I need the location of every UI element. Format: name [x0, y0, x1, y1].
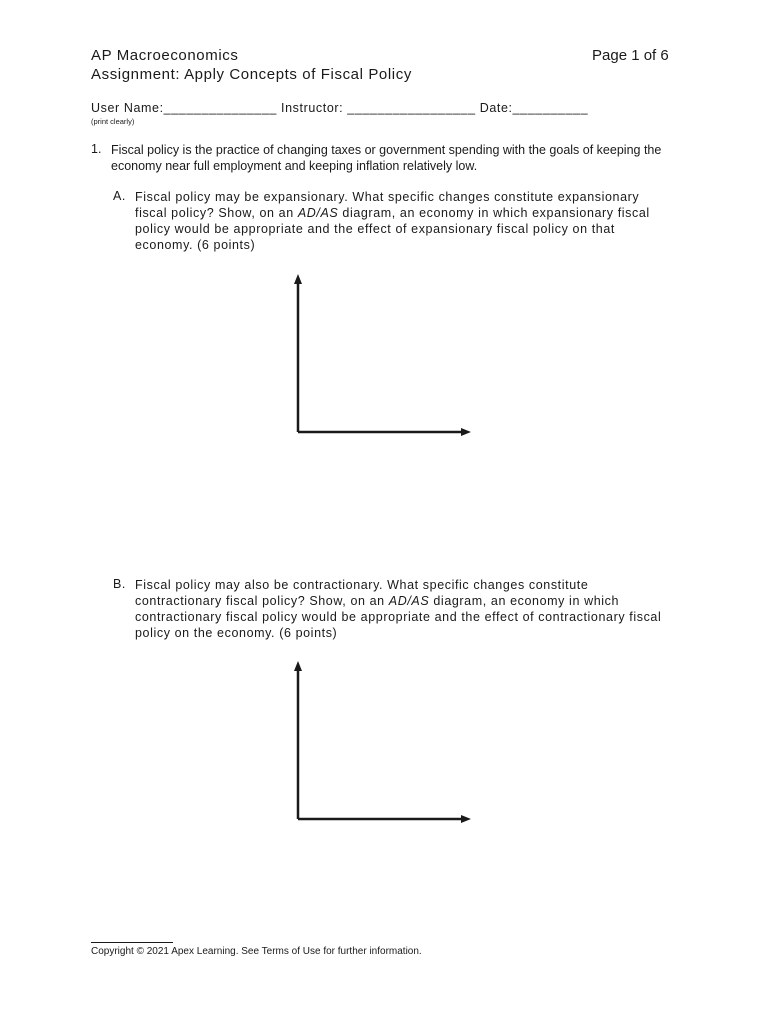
part-b-prompt — [135, 577, 675, 641]
part-b-text-before: Fiscal policy may also be contractionary. What specific changes constitute contractionary fiscal policy? Show, on an — [135, 578, 589, 608]
question-number: 1. — [91, 142, 102, 156]
y-axis-arrow-a — [294, 274, 302, 284]
x-axis-arrow-b — [461, 815, 471, 823]
part-a-text-after: diagram, an economy in which expansionary fiscal policy would be appropriate and the effect of expansionary fiscal policy on that economy. (6 points) — [135, 206, 650, 252]
part-a-prompt — [135, 189, 675, 253]
part-a-text-before: Fiscal policy may be expansionary. What specific changes constitute expansionary fiscal policy? Show, on an — [135, 190, 640, 220]
part-a-term: AD/AS — [297, 206, 339, 220]
y-axis-arrow-b — [294, 661, 302, 671]
part-b-term: AD/AS — [388, 594, 430, 608]
question-text: Fiscal policy is the practice of changing taxes or government spending with the goals of keeping the economy near full employment and keeping inflation relatively low. — [111, 143, 662, 173]
copyright-notice: Copyright © 2021 Apex Learning. See Terms of Use for further information. — [91, 946, 422, 957]
page-number: Page 1 of 6 — [592, 47, 669, 64]
course-title: AP Macroeconomics — [91, 47, 239, 64]
assignment-title: Assignment: Apply Concepts of Fiscal Policy — [91, 66, 412, 83]
footnote-rule — [91, 942, 173, 943]
print-clearly-note: (print clearly) — [91, 117, 135, 126]
part-a-letter: A. — [113, 189, 127, 203]
x-axis-arrow-a — [461, 428, 471, 436]
part-b-letter: B. — [113, 577, 127, 591]
user-info-line: User Name:_______________ Instructor: _________________ Date:__________ — [91, 101, 589, 115]
part-b-text-after: diagram, an economy in which contractionary fiscal policy would be appropriate and the effect of contractionary fiscal policy on the economy. (6 points) — [135, 594, 662, 640]
graph-axes-a — [290, 270, 475, 440]
graph-axes-b — [290, 657, 475, 827]
